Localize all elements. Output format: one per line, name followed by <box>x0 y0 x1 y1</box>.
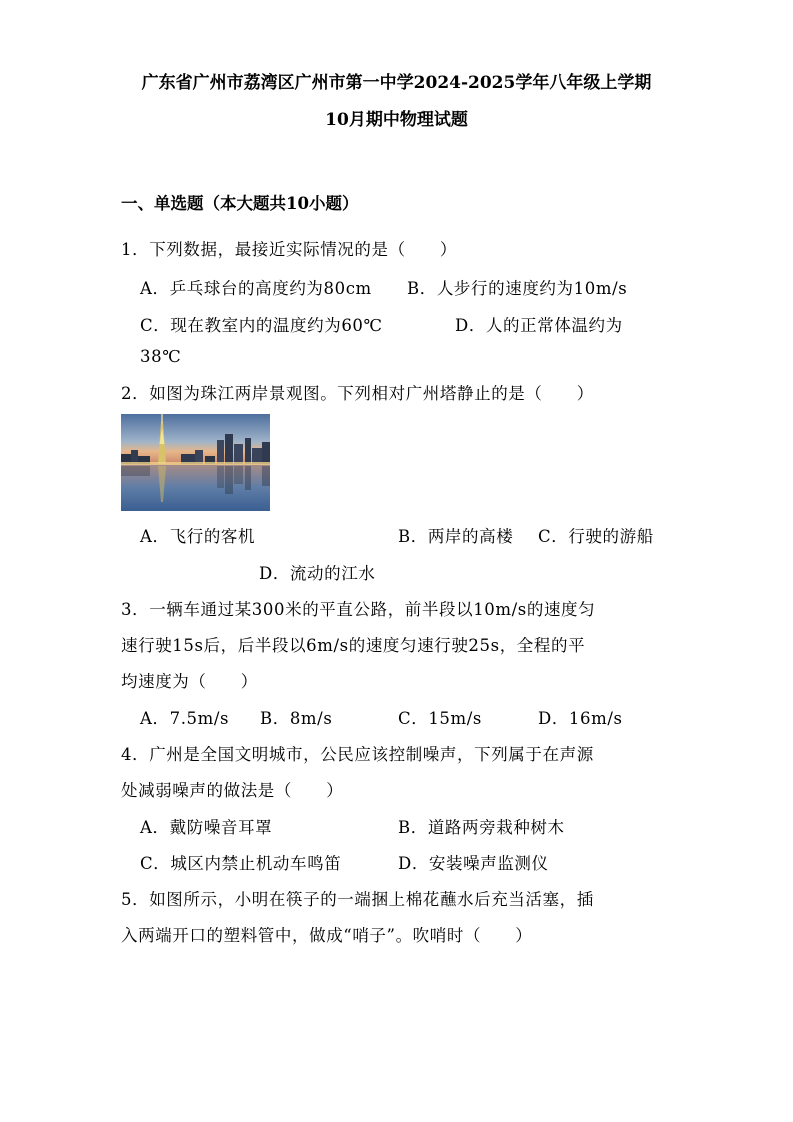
question-1-option-a: A．乒乓球台的高度约为80cm <box>140 279 372 298</box>
doc-title-line-1: 广东省广州市荔湾区广州市第一中学2024-2025学年八年级上学期 <box>141 73 652 93</box>
question-3-stem-line-3: 均速度为（ ） <box>121 672 258 691</box>
question-2-option-d: D．流动的江水 <box>259 564 376 583</box>
question-3-stem-line-2: 速行驶15s后，后半段以6m/s的速度匀速行驶25s，全程的平 <box>121 636 586 655</box>
question-3-option-d: D．16m/s <box>538 709 623 728</box>
question-1-option-d: D．人的正常体温约为 <box>455 316 623 335</box>
question-4-option-a: A．戴防噪音耳罩 <box>140 818 273 837</box>
question-5-stem-line-2: 入两端开口的塑料管中，做成“哨子”。吹哨时（ ） <box>121 926 533 945</box>
section-heading: 一、单选题（本大题共10小题） <box>121 194 359 213</box>
question-4-option-b: B．道路两旁栽种树木 <box>398 818 565 837</box>
doc-title-line-2: 10月期中物理试题 <box>325 110 468 130</box>
question-2-option-c: C．行驶的游船 <box>538 527 654 546</box>
question-4-stem-line-2: 处减弱噪声的做法是（ ） <box>121 781 344 800</box>
question-3-option-a: A．7.5m/s <box>140 709 230 728</box>
question-3-option-c: C．15m/s <box>398 709 482 728</box>
question-1-option-b: B．人步行的速度约为10m/s <box>407 279 628 298</box>
question-2-option-a: A．飞行的客机 <box>140 527 256 546</box>
question-4-stem-line-1: 4．广州是全国文明城市，公民应该控制噪声，下列属于在声源 <box>121 745 594 764</box>
question-1-stem: 1．下列数据，最接近实际情况的是（ ） <box>121 240 457 259</box>
question-4-option-d: D．安装噪声监测仪 <box>398 854 549 873</box>
question-3-stem-line-1: 3．一辆车通过某300米的平直公路，前半段以10m/s的速度匀 <box>121 600 596 619</box>
pearl-river-skyline-image <box>121 414 270 511</box>
question-1-option-d-continued: 38℃ <box>140 347 182 366</box>
question-2-stem: 2．如图为珠江两岸景观图。下列相对广州塔静止的是（ ） <box>121 384 594 403</box>
question-3-option-b: B．8m/s <box>260 709 333 728</box>
question-2-option-b: B．两岸的高楼 <box>398 527 514 546</box>
question-1-option-c: C．现在教室内的温度约为60℃ <box>140 316 383 335</box>
question-4-option-c: C．城区内禁止机动车鸣笛 <box>140 854 342 873</box>
pearl-river-photo <box>121 414 270 511</box>
question-5-stem-line-1: 5．如图所示，小明在筷子的一端捆上棉花蘸水后充当活塞，插 <box>121 890 594 909</box>
